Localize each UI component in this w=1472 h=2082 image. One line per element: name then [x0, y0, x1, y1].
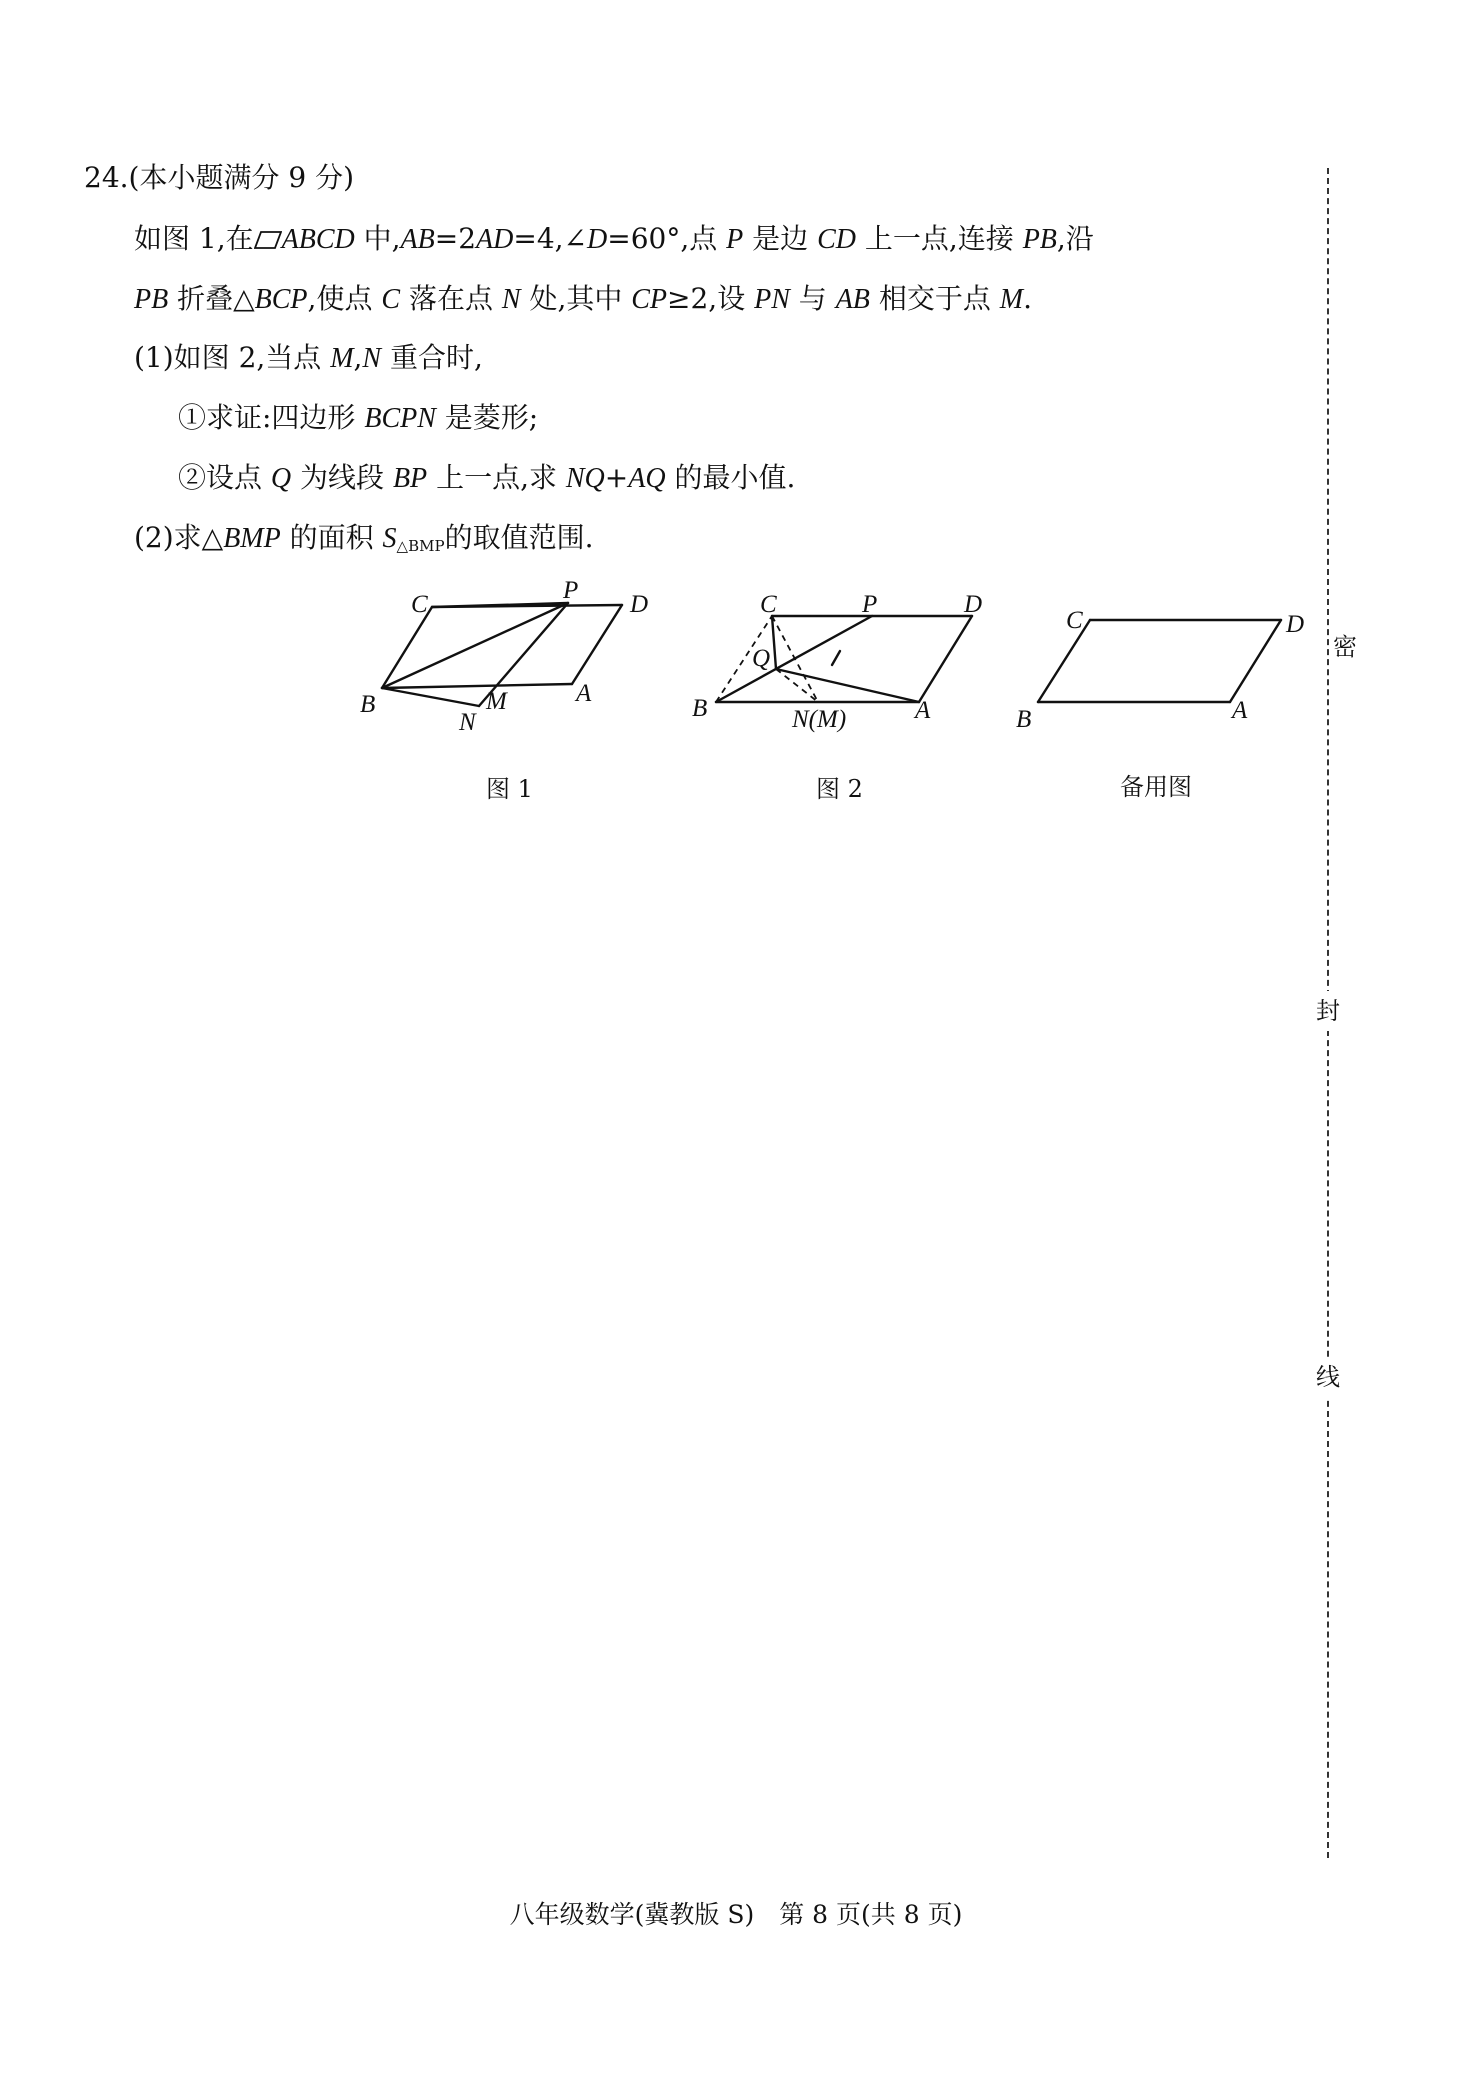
fig1-segment-bn	[382, 688, 479, 706]
part-text: 是菱形;	[435, 401, 539, 434]
fig3-label-d: D	[1286, 611, 1305, 638]
part-text: ②设点	[178, 461, 271, 494]
stem-text: BCP	[254, 284, 308, 315]
part-text: S	[382, 523, 397, 554]
stem-line-1	[134, 221, 1094, 258]
stem-text: 是边	[743, 222, 818, 255]
stem-text: 落在点	[400, 282, 502, 315]
stem-line-2	[134, 281, 1032, 318]
stem-text: =2	[434, 222, 477, 255]
fig1-label-d: D	[630, 591, 649, 618]
fig1-segment-ab	[382, 684, 572, 688]
seal-char-xian: 线	[1316, 1357, 1340, 1397]
fig1-label-m: M	[486, 688, 507, 715]
part-text: 为线段	[291, 461, 393, 494]
fig1-caption: 图 1	[486, 775, 533, 803]
question-header	[84, 160, 354, 196]
part-text: 上一点,求	[427, 461, 566, 494]
part-text: 的最小值.	[665, 461, 796, 494]
part-text: BMP	[223, 523, 281, 554]
fig2-label-nm: N(M)	[792, 706, 847, 733]
fig2-caption: 图 2	[816, 775, 863, 803]
figure-backup	[1010, 595, 1310, 735]
question-number: 24.	[84, 161, 129, 194]
stem-text: N	[501, 284, 521, 315]
stem-text: 如图 1,在	[134, 222, 254, 255]
stem-text: 相交于点	[869, 282, 1000, 315]
fig2-label-b: B	[692, 695, 708, 722]
fig2-label-p: P	[862, 591, 878, 618]
fig3-caption: 备用图	[1120, 773, 1192, 801]
part-1-ii	[178, 460, 795, 497]
fig3-label-b: B	[1016, 706, 1032, 733]
stem-text: =60°,点	[607, 222, 727, 255]
stem-text: 中,	[354, 222, 401, 255]
stem-text: 处,其中	[520, 282, 632, 315]
part-text: (2)求△	[134, 521, 224, 554]
stem-text: AB	[400, 224, 435, 255]
stem-text: CD	[817, 224, 856, 255]
part-1-i	[178, 400, 538, 437]
part-2	[134, 520, 593, 564]
stem-text: PN	[754, 284, 790, 315]
page-footer: 八年级数学(冀教版 S) 第 8 页(共 8 页)	[509, 1900, 963, 1929]
seal-char-feng: 封	[1316, 991, 1340, 1031]
part-text: +	[604, 461, 629, 494]
fig2-segment-cq	[772, 616, 776, 669]
fig1-label-b: B	[360, 691, 376, 718]
fig1-label-a: A	[576, 680, 592, 707]
fig1-segment-bp	[382, 603, 568, 688]
part-text: ,	[353, 341, 363, 374]
stem-text: =4,∠	[513, 222, 588, 255]
part-text: BP	[392, 463, 428, 494]
stem-text: M	[999, 284, 1024, 315]
parallelogram-symbol	[254, 223, 282, 243]
stem-text: ,沿	[1056, 222, 1094, 255]
stem-text: ≥2,设	[667, 282, 755, 315]
stem-text: D	[587, 224, 608, 255]
fig2-label-d: D	[964, 591, 983, 618]
stem-text: AD	[476, 224, 514, 255]
fig2-dashed-cn	[772, 616, 818, 702]
stem-text: ABCD	[281, 224, 355, 255]
seal-char-mi: 密	[1333, 627, 1357, 667]
stem-text: AB	[835, 284, 870, 315]
fig1-label-n: N	[459, 709, 476, 735]
fig2-tick	[832, 651, 840, 665]
fig3-segment-da	[1230, 620, 1281, 702]
part-text: ①求证:四边形	[178, 401, 365, 434]
part-text: N	[362, 343, 382, 374]
part-text: (1)如图 2,当点	[134, 341, 331, 374]
part-text: M	[330, 343, 354, 374]
stem-text: 与	[789, 282, 836, 315]
part-text: 的面积	[280, 521, 383, 554]
fig3-label-c: C	[1066, 607, 1083, 634]
part-text: 重合时,	[381, 341, 483, 374]
part-text: NQ	[565, 463, 605, 494]
part-text: 的取值范围.	[444, 521, 594, 554]
fig1-label-p: P	[563, 577, 579, 604]
fig1-label-c: C	[411, 591, 428, 618]
stem-text: PB	[134, 284, 169, 315]
fig1-segment-da	[572, 605, 622, 684]
figure-1	[350, 575, 670, 735]
fig2-label-a: A	[915, 697, 931, 724]
stem-text: P	[726, 224, 744, 255]
part-1-heading	[134, 340, 483, 377]
fig2-label-c: C	[760, 591, 777, 618]
score-note: (本小题满分 9 分)	[128, 161, 354, 194]
fig2-segment-da	[919, 616, 972, 702]
part-text: BCPN	[364, 403, 436, 434]
part-text: △BMP	[396, 537, 445, 555]
stem-text: 上一点,连接	[855, 222, 1023, 255]
stem-text: CP	[631, 284, 668, 315]
stem-text: .	[1023, 282, 1032, 315]
fig3-label-a: A	[1232, 697, 1248, 724]
part-text: AQ	[628, 463, 666, 494]
fig2-label-q: Q	[752, 645, 771, 672]
part-text: Q	[270, 463, 292, 494]
stem-text: ,使点	[307, 282, 382, 315]
stem-text: PB	[1022, 224, 1057, 255]
stem-text: C	[381, 284, 401, 315]
figure-2	[680, 575, 1000, 735]
stem-text: 折叠△	[168, 282, 255, 315]
